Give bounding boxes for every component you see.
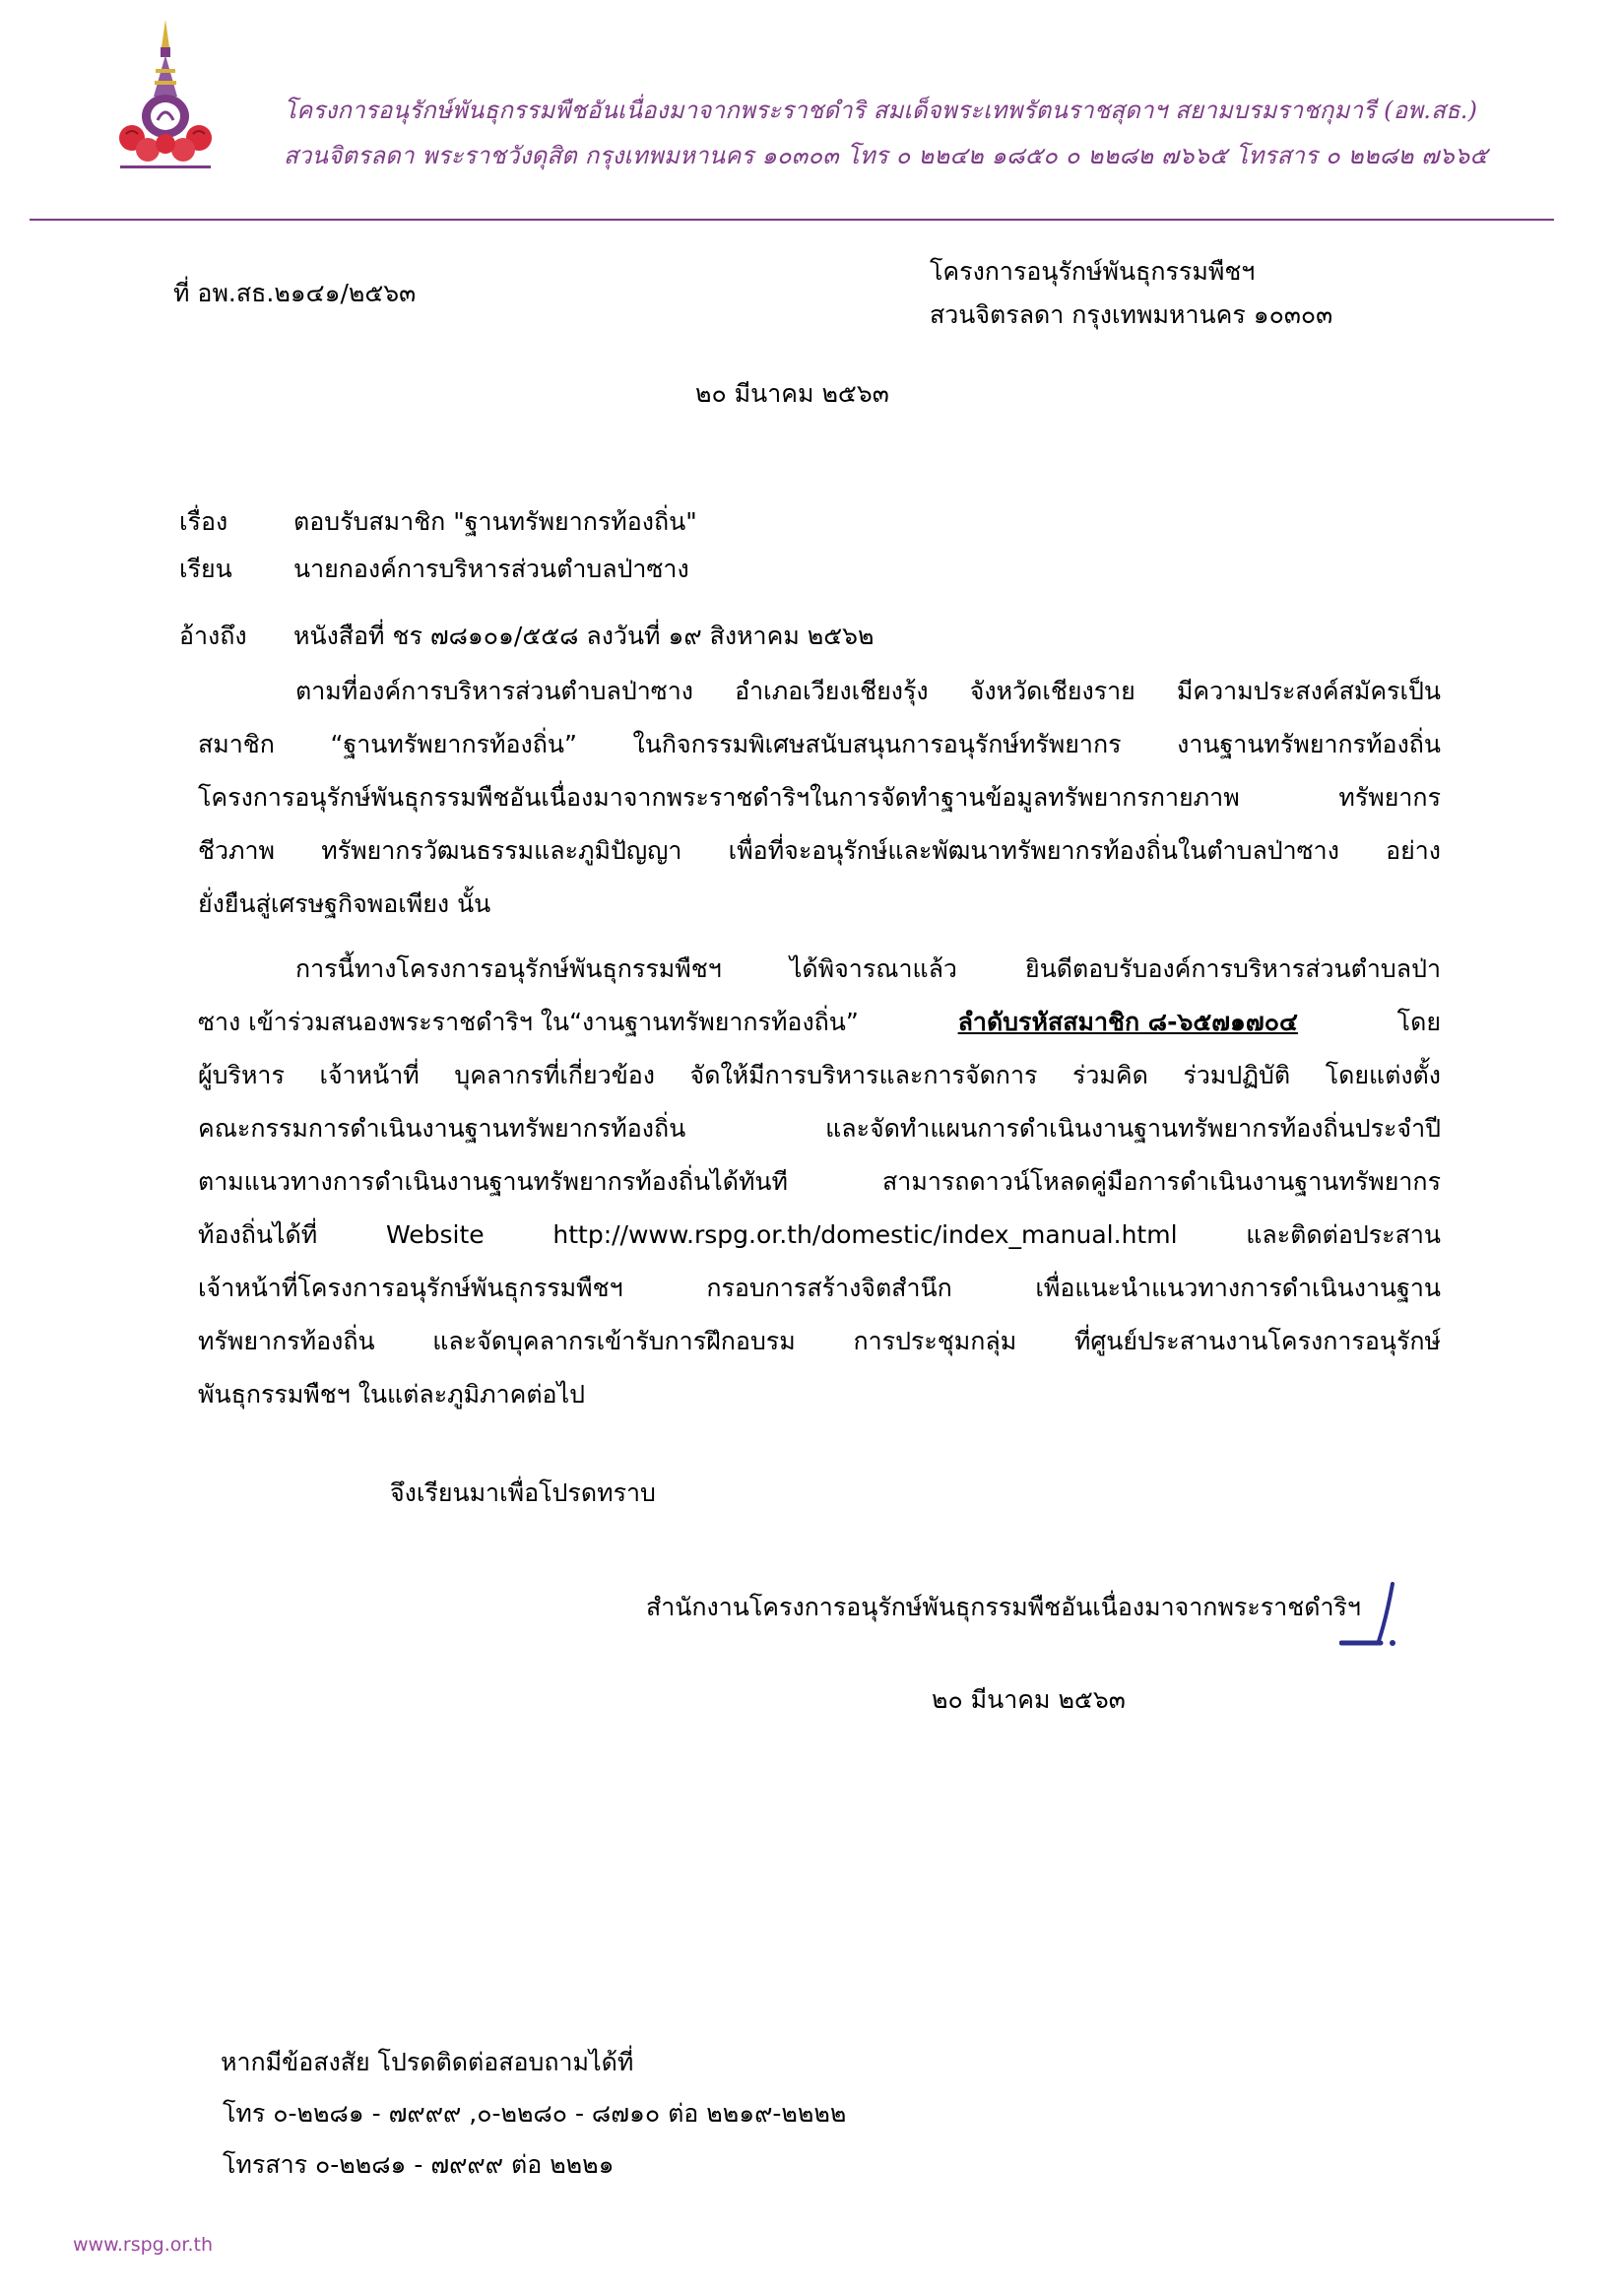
reference-label: อ้างถึง [179,622,247,650]
closing-text: จึงเรียนมาเพื่อโปรดทราบ [390,1478,656,1507]
manual-link[interactable]: http://www.rspg.or.th/domestic/index_manual.html [552,1220,1178,1249]
paragraph-2-line: ทรัพยากรท้องถิ่น และจัดบุคลากรเข้ารับการฝึกอบรม การประชุมกลุ่ม ที่ศูนย์ประสานงานโครงการอนุรักษ์ [198,1327,1441,1355]
subject-text: ตอบรับสมาชิก "ฐานทรัพยากรท้องถิ่น" [293,507,697,536]
recipient-text: นายกองค์การบริหารส่วนตำบลป่าซาง [293,555,689,583]
paragraph-2-website-line [198,1219,1441,1251]
paragraph-2-text: ซาง เข้าร่วมสนองพระราชดำริฯ ใน“งานฐานทรัพยากรท้องถิ่น” [198,1008,859,1036]
paragraph-1-line: สมาชิก “ฐานทรัพยากรท้องถิ่น” ในกิจกรรมพิเศษสนับสนุนการอนุรักษ์ทรัพยากร งานฐานทรัพยากรท้องถิ่น [198,730,1441,758]
sender-address-line-1: โครงการอนุรักษ์พันธุกรรมพืชฯ [930,257,1256,286]
paragraph-2-line: เจ้าหน้าที่โครงการอนุรักษ์พันธุกรรมพืชฯ กรอบการสร้างจิตสำนึก เพื่อแนะนำแนวทางการดำเนินงานฐาน [198,1274,1441,1302]
footer-telephone: โทร ๐-๒๒๘๑ - ๗๙๙๙ ,๐-๒๒๘๐ - ๘๗๑๐ ต่อ ๒๒๑๙-๒๒๒๒ [223,2099,847,2128]
letterhead-divider [30,219,1554,221]
footer-fax: โทรสาร ๐-๒๒๘๑ - ๗๙๙๙ ต่อ ๒๒๒๑ [223,2150,615,2179]
paragraph-1-line: โครงการอนุรักษ์พันธุกรรมพืชอันเนื่องมาจากพระราชดำริฯในการจัดทำฐานข้อมูลทรัพยากรกายภาพ ทรัพยากร [198,783,1441,812]
recipient-label: เรียน [179,555,232,583]
rspg-emblem-icon [116,18,215,177]
signature-date: ๒๐ มีนาคม ๒๕๖๓ [932,1685,1126,1714]
member-code: ลำดับรหัสสมาชิก ๘-๖๕๗๑๗๐๔ [957,1008,1298,1036]
reference-number: ที่ อพ.สธ.๒๑๔๑/๒๕๖๓ [173,279,417,307]
paragraph-1-line: ยั่งยืนสู่เศรษฐกิจพอเพียง นั้น [198,889,491,918]
letter-date: ๒๐ มีนาคม ๒๕๖๓ [695,379,889,408]
sender-address-line-2: สวนจิตรลดา กรุงเทพมหานคร ๑๐๓๐๓ [930,300,1333,329]
paragraph-2-line: พันธุกรรมพืชฯ ในแต่ละภูมิภาคต่อไป [198,1380,586,1409]
letterhead-line-2: สวนจิตรลดา พระราชวังดุสิต กรุงเทพมหานคร ๑๐๓๐๓ โทร ๐ ๒๒๔๒ ๑๘๕๐ ๐ ๒๒๘๒ ๗๖๖๕ โทรสาร ๐ ๒๒๘๒ ๗๖๖๕ [284,142,1488,169]
signatory-name: สำนักงานโครงการอนุรักษ์พันธุกรรมพืชอันเนื่องมาจากพระราชดำริฯ [646,1593,1361,1621]
paragraph-2-text: ท้องถิ่นได้ที่ [198,1220,318,1249]
footer-inquiry: หากมีข้อสงสัย โปรดติดต่อสอบถามได้ที่ [221,2048,634,2076]
paragraph-2-line: คณะกรรมการดำเนินงานฐานทรัพยากรท้องถิ่น และจัดทำแผนการดำเนินงานฐานทรัพยากรท้องถิ่นประจำปี [198,1114,1441,1143]
letterhead-line-1: โครงการอนุรักษ์พันธุกรรมพืชอันเนื่องมาจากพระราชดำริ สมเด็จพระเทพรัตนราชสุดาฯ สยามบรมราชกุมารี (อพ.สธ.) [284,97,1478,124]
website-label: Website [385,1220,485,1249]
paragraph-2-line: ตามแนวทางการดำเนินงานฐานทรัพยากรท้องถิ่นได้ทันที สามารถดาวน์โหลดคู่มือการดำเนินงานฐานทรัพยากร [198,1167,1441,1196]
footer-website-link[interactable]: www.rspg.or.th [73,2234,214,2256]
paragraph-1-line: ตามที่องค์การบริหารส่วนตำบลป่าซาง อำเภอเวียงเชียงรุ้ง จังหวัดเชียงราย มีความประสงค์สมัครเป็น [295,677,1441,705]
subject-label: เรื่อง [179,507,228,536]
paragraph-2-line: ผู้บริหาร เจ้าหน้าที่ บุคลากรที่เกี่ยวข้อง จัดให้มีการบริหารและการจัดการ ร่วมคิด ร่วมปฏิบัติ โดยแต่งตั้ง [198,1061,1441,1089]
paragraph-2-member-line [198,1007,1441,1038]
paragraph-2-line: การนี้ทางโครงการอนุรักษ์พันธุกรรมพืชฯ ได้พิจารณาแล้ว ยินดีตอบรับองค์การบริหารส่วนตำบลป่า [295,954,1441,983]
reference-text: หนังสือที่ ชร ๗๘๑๐๑/๕๕๘ ลงวันที่ ๑๙ สิงหาคม ๒๕๖๒ [293,622,875,650]
paragraph-2-text: โดย [1396,1008,1441,1036]
paragraph-1-line: ชีวภาพ ทรัพยากรวัฒนธรรมและภูมิปัญญา เพื่อที่จะอนุรักษ์และพัฒนาทรัพยากรท้องถิ่นในตำบลป่าซาง อย่าง [198,836,1441,865]
signature-icon [1339,1576,1418,1655]
paragraph-2-text: และติดต่อประสาน [1246,1220,1441,1249]
